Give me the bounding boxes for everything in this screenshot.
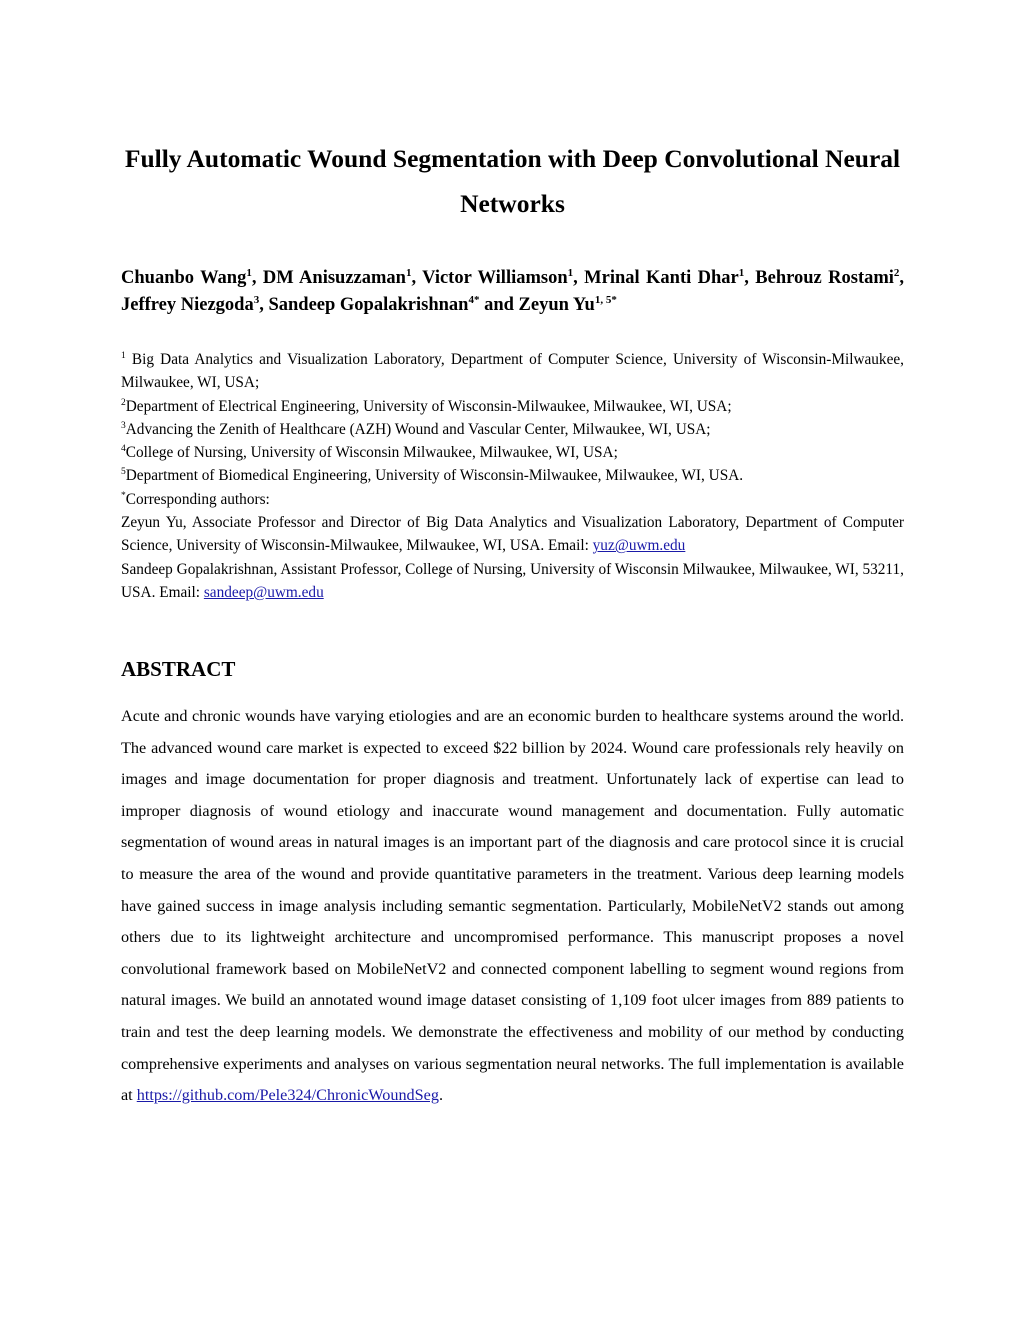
author: Sandeep Gopalakrishnan$^{4*}$ and <box>268 294 519 315</box>
affiliation: $^2$Department of Electrical Engineering, University of Wisconsin-Milwaukee, Milwaukee, WI, USA; <box>121 397 732 415</box>
affiliation: $^3$Advancing the Zenith of Healthcare (AZH) Wound and Vascular Center, Milwaukee, WI, USA; <box>121 420 711 438</box>
affiliation: $^1$ Big Data Analytics and Visualization Laboratory, Department of Computer Science, University of Wisconsin-Milwaukee, Milwaukee, WI, USA; <box>121 351 904 392</box>
abstract-body: Acute and chronic wounds have varying etiologies and are an economic burden to healthcare systems around the world. The advanced wound care market is expected to exceed $22 billion by 2024. Wound care professionals rely heavily on images and image documentation for proper diagnosis and treatment. Unfortunately lack of expertise can lead to improper diagnosis of wound etiology and inaccurate wound management and documentation. Fully automatic segmentation of wound areas in natural images is an important part of the diagnosis and care protocol since it is crucial to measure the area of the wound and provide quantitative parameters in the treatment. Various deep learning models have gained success in image analysis including semantic segmentation. Particularly, MobileNetV2 stands out among others due to its lightweight architecture and uncompromised performance. This manuscript proposes a novel convolutional framework based on MobileNetV2 and connected component labelling to segment wound regions from natural images. We build an annotated wound image dataset consisting of 1,109 foot ulcer images from 889 patients to train and test the deep learning models. We demonstrate the effectiveness and mobility of our method by conducting comprehensive experiments and analyses on various segmentation neural networks. The full implementation is available at https://github.com/Pele324/ChronicWoundSeg. <box>121 707 904 1105</box>
email-link[interactable]: sandeep@uwm.edu <box>203 583 324 601</box>
author: Jeffrey Niezgoda$^3$, <box>121 294 269 315</box>
author: Chuanbo Wang$^1$, <box>121 267 263 288</box>
author: Behrouz Rostami$^2$, <box>755 267 905 288</box>
author: Victor Williamson$^1$, <box>422 267 585 288</box>
corresponding-label: *Corresponding authors: <box>121 490 270 508</box>
paper-title-text: Fully Automatic Wound Segmentation with Deep Convolutional Neural Networks <box>124 144 901 218</box>
github-link[interactable]: https://github.com/Pele324/ChronicWoundSeg <box>136 1086 439 1105</box>
author: DM Anisuzzaman$^1$, <box>262 267 423 288</box>
corresponding-author: Zeyun Yu, Associate Professor and Director of Big Data Analytics and Visualization Laboratory, Department of Computer Science, University of Wisconsin-Milwaukee, Milwaukee, WI, USA. Email: yuz@uwm.edu <box>121 514 904 555</box>
corresponding-author: Sandeep Gopalakrishnan, Assistant Professor, College of Nursing, University of Wisconsin Milwaukee, Milwaukee, WI, 53211, USA. Email: sandeep@uwm.edu <box>121 560 904 601</box>
paper-title <box>111 136 914 226</box>
affiliation: $^4$College of Nursing, University of Wisconsin Milwaukee, Milwaukee, WI, USA; <box>121 444 618 462</box>
abstract-heading: ABSTRACT <box>121 657 236 681</box>
affiliation: $^5$Department of Biomedical Engineering, University of Wisconsin-Milwaukee, Milwaukee, WI, USA. <box>121 467 744 485</box>
author-list <box>121 265 904 319</box>
email-link[interactable]: yuz@uwm.edu <box>592 537 686 555</box>
author: Zeyun $Yu^{1, 5*}$ <box>518 294 617 315</box>
affiliations <box>121 348 904 604</box>
author: Mrinal Kanti Dhar$^1$, <box>584 267 756 288</box>
